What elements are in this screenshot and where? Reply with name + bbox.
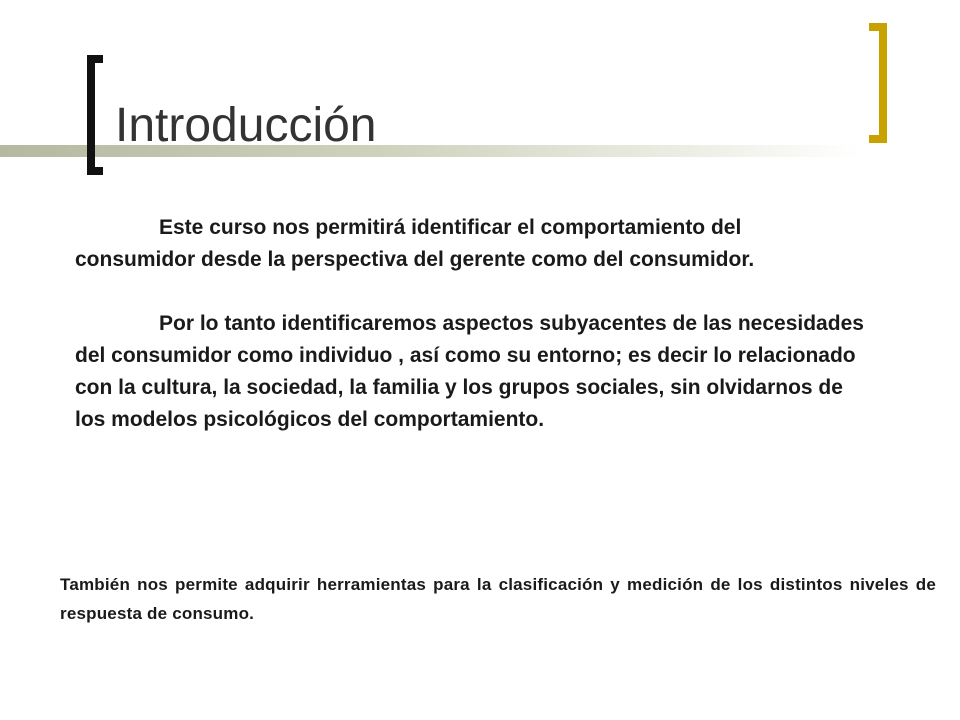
left-bracket-decoration (87, 55, 103, 175)
slide-title: Introducción (115, 99, 377, 152)
body-paragraph-1: Este curso nos permitirá identificar el comportamiento del consumidor desde la perspectiva del gerente como del consumidor. (75, 216, 755, 271)
slide-body (75, 212, 865, 436)
body-paragraph-2: Por lo tanto identificaremos aspectos subyacentes de las necesidades del consumidor como individuo , así como su entorno; es decir lo relacionado con la cultura, la sociedad, la familia y los grupos sociales, sin olvidarnos de los modelos psicológicos del comportamiento. (75, 312, 864, 431)
footer-paragraph: También nos permite adquirir herramientas para la clasificación y medición de los distintos niveles de respuesta de consumo. (60, 575, 936, 623)
right-bracket-decoration (869, 23, 887, 143)
